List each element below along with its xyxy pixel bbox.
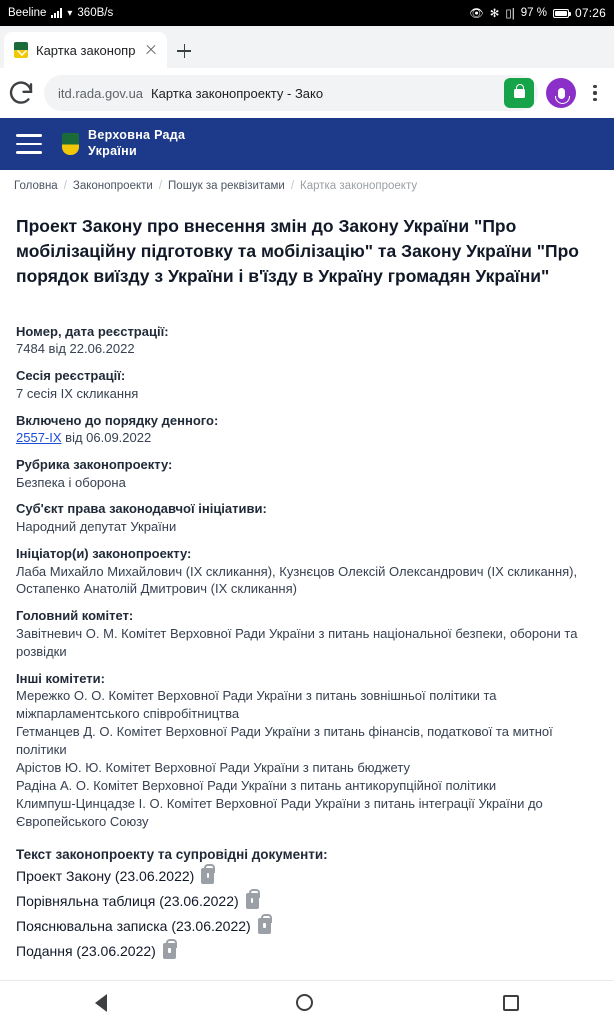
- document-name[interactable]: Подання (23.06.2022): [16, 942, 156, 959]
- other-committee-item: Гетманцев Д. О. Комітет Верховної Ради України з питань фінансів, податкової та митної політики: [16, 724, 553, 758]
- field-session: [16, 367, 598, 402]
- status-clock: 07:26: [574, 6, 606, 20]
- site-header: [0, 118, 614, 170]
- field-value: 7484 від 22.06.2022: [16, 341, 135, 357]
- bill-card: [0, 214, 614, 978]
- document-name[interactable]: Пояснювальна записка (23.06.2022): [16, 917, 251, 934]
- document-row[interactable]: [16, 943, 598, 959]
- breadcrumb-separator: /: [63, 180, 67, 192]
- coat-of-arms-icon: [62, 133, 79, 155]
- site-favicon-icon: [14, 42, 28, 58]
- field-label: Рубрика законопроекту:: [16, 456, 173, 472]
- page-title: Проект Закону про внесення змін до Закону України "Про мобілізаційну підготовку та мобілізацію" та Закону України "Про порядок виїзду з України і в'їзду в Україну громадян України": [16, 216, 579, 286]
- field-label: Інші комітети:: [16, 670, 105, 686]
- battery-icon: [553, 9, 569, 18]
- field-value: Лаба Михайло Михайлович (IX скликання), Кузнєцов Олексій Олександрович (IX скликання), Остапенко Анатолій Дмитрович (IX скликання): [16, 563, 578, 597]
- agenda-link[interactable]: 2557-IX: [16, 430, 62, 446]
- status-right: [469, 6, 606, 20]
- field-label: Ініціатор(и) законопроекту:: [16, 545, 192, 561]
- field-initiators: [16, 545, 598, 598]
- other-committee-item: Арістов Ю. Ю. Комітет Верховної Ради України з питань бюджету: [16, 760, 410, 776]
- tab-title: Картка законопр: [36, 42, 136, 58]
- network-speed-label: 360B/s: [77, 7, 114, 19]
- other-committee-item: Радіна А. О. Комітет Верховної Ради України з питань антикорупційної політики: [16, 778, 497, 794]
- document-row[interactable]: [16, 893, 598, 909]
- back-icon[interactable]: [95, 994, 107, 1012]
- field-value: Завітневич О. М. Комітет Верховної Ради України з питань національної безпеки, оборони та розвідки: [16, 625, 578, 659]
- breadcrumb-item-2[interactable]: Пошук за реквізитами: [168, 180, 285, 192]
- field-other-committees: [16, 670, 598, 831]
- lock-icon: [201, 868, 214, 884]
- url-host: itd.rada.gov.ua: [58, 85, 144, 101]
- carrier-label: Beeline: [8, 7, 47, 19]
- battery-percent-label: 97 %: [520, 7, 547, 19]
- lock-icon[interactable]: [504, 78, 534, 108]
- breadcrumb-item-current: Картка законопроекту: [300, 180, 418, 192]
- site-name-line1: Верховна Рада: [88, 128, 186, 143]
- status-left: [8, 7, 113, 19]
- field-label: Включено до порядку денного:: [16, 412, 219, 428]
- documents-section-title: Текст законопроекту та супровідні документи:: [16, 846, 328, 862]
- lock-icon: [163, 943, 176, 959]
- field-value: [16, 429, 598, 447]
- field-subject-of-initiative: [16, 500, 598, 535]
- breadcrumb-separator: /: [290, 180, 295, 192]
- breadcrumb-separator: /: [158, 180, 163, 192]
- network-type-icon: ▾: [67, 7, 73, 19]
- browser-menu-icon[interactable]: [584, 78, 606, 108]
- field-registration-number: [16, 323, 598, 358]
- breadcrumb: [0, 170, 614, 200]
- field-label: Номер, дата реєстрації:: [16, 323, 169, 339]
- browser-tab[interactable]: [4, 32, 167, 68]
- site-name-line2: України: [88, 144, 137, 158]
- hamburger-menu-icon[interactable]: [16, 134, 42, 154]
- lock-icon: [246, 893, 259, 909]
- field-rubric: [16, 456, 598, 491]
- browser-tab-strip: [0, 26, 614, 68]
- signal-bars-icon: [51, 8, 62, 18]
- other-committee-item: Мережко О. О. Комітет Верховної Ради України з питань зовнішньої політики та міжпарламентського співробітництва: [16, 688, 497, 722]
- eye-icon: 👁: [469, 8, 484, 20]
- browser-toolbar: [0, 68, 614, 118]
- vibrate-icon: ▯|: [505, 8, 515, 20]
- breadcrumb-item-1[interactable]: Законопроекти: [72, 180, 153, 192]
- status-bar: [0, 0, 614, 26]
- address-bar[interactable]: [44, 75, 538, 111]
- microphone-icon[interactable]: [546, 78, 576, 108]
- field-value: Безпека і оборона: [16, 474, 126, 490]
- new-tab-button[interactable]: [167, 34, 201, 68]
- breadcrumb-item-0[interactable]: Головна: [14, 180, 58, 192]
- field-main-committee: [16, 607, 598, 660]
- home-icon[interactable]: [296, 994, 313, 1011]
- android-navigation-bar: [0, 980, 614, 1024]
- bluetooth-icon: ✻: [489, 8, 500, 20]
- lock-icon: [258, 918, 271, 934]
- recents-icon[interactable]: [503, 995, 519, 1011]
- site-logo-text: [88, 128, 185, 159]
- url-page-title: Картка законопроекту - Зако: [151, 85, 324, 101]
- field-agenda: [16, 412, 598, 447]
- field-label: Сесія реєстрації:: [16, 368, 126, 384]
- site-logo[interactable]: [62, 128, 185, 159]
- document-row[interactable]: [16, 868, 598, 884]
- agenda-date: від 06.09.2022: [61, 430, 152, 446]
- document-name[interactable]: Порівняльна таблиця (23.06.2022): [16, 892, 239, 909]
- field-value: 7 сесія IX скликання: [16, 385, 139, 401]
- close-icon[interactable]: [143, 42, 159, 58]
- field-value: Народний депутат України: [16, 519, 177, 535]
- document-name[interactable]: Проект Закону (23.06.2022): [16, 867, 195, 884]
- document-row[interactable]: [16, 918, 598, 934]
- reload-icon[interactable]: [6, 78, 36, 108]
- field-label: Суб'єкт права законодавчої ініціативи:: [16, 501, 267, 517]
- field-label: Головний комітет:: [16, 608, 134, 624]
- other-committee-item: Климпуш-Цинцадзе І. О. Комітет Верховної Ради України з питань інтеграції України до Європейського Союзу: [16, 795, 543, 829]
